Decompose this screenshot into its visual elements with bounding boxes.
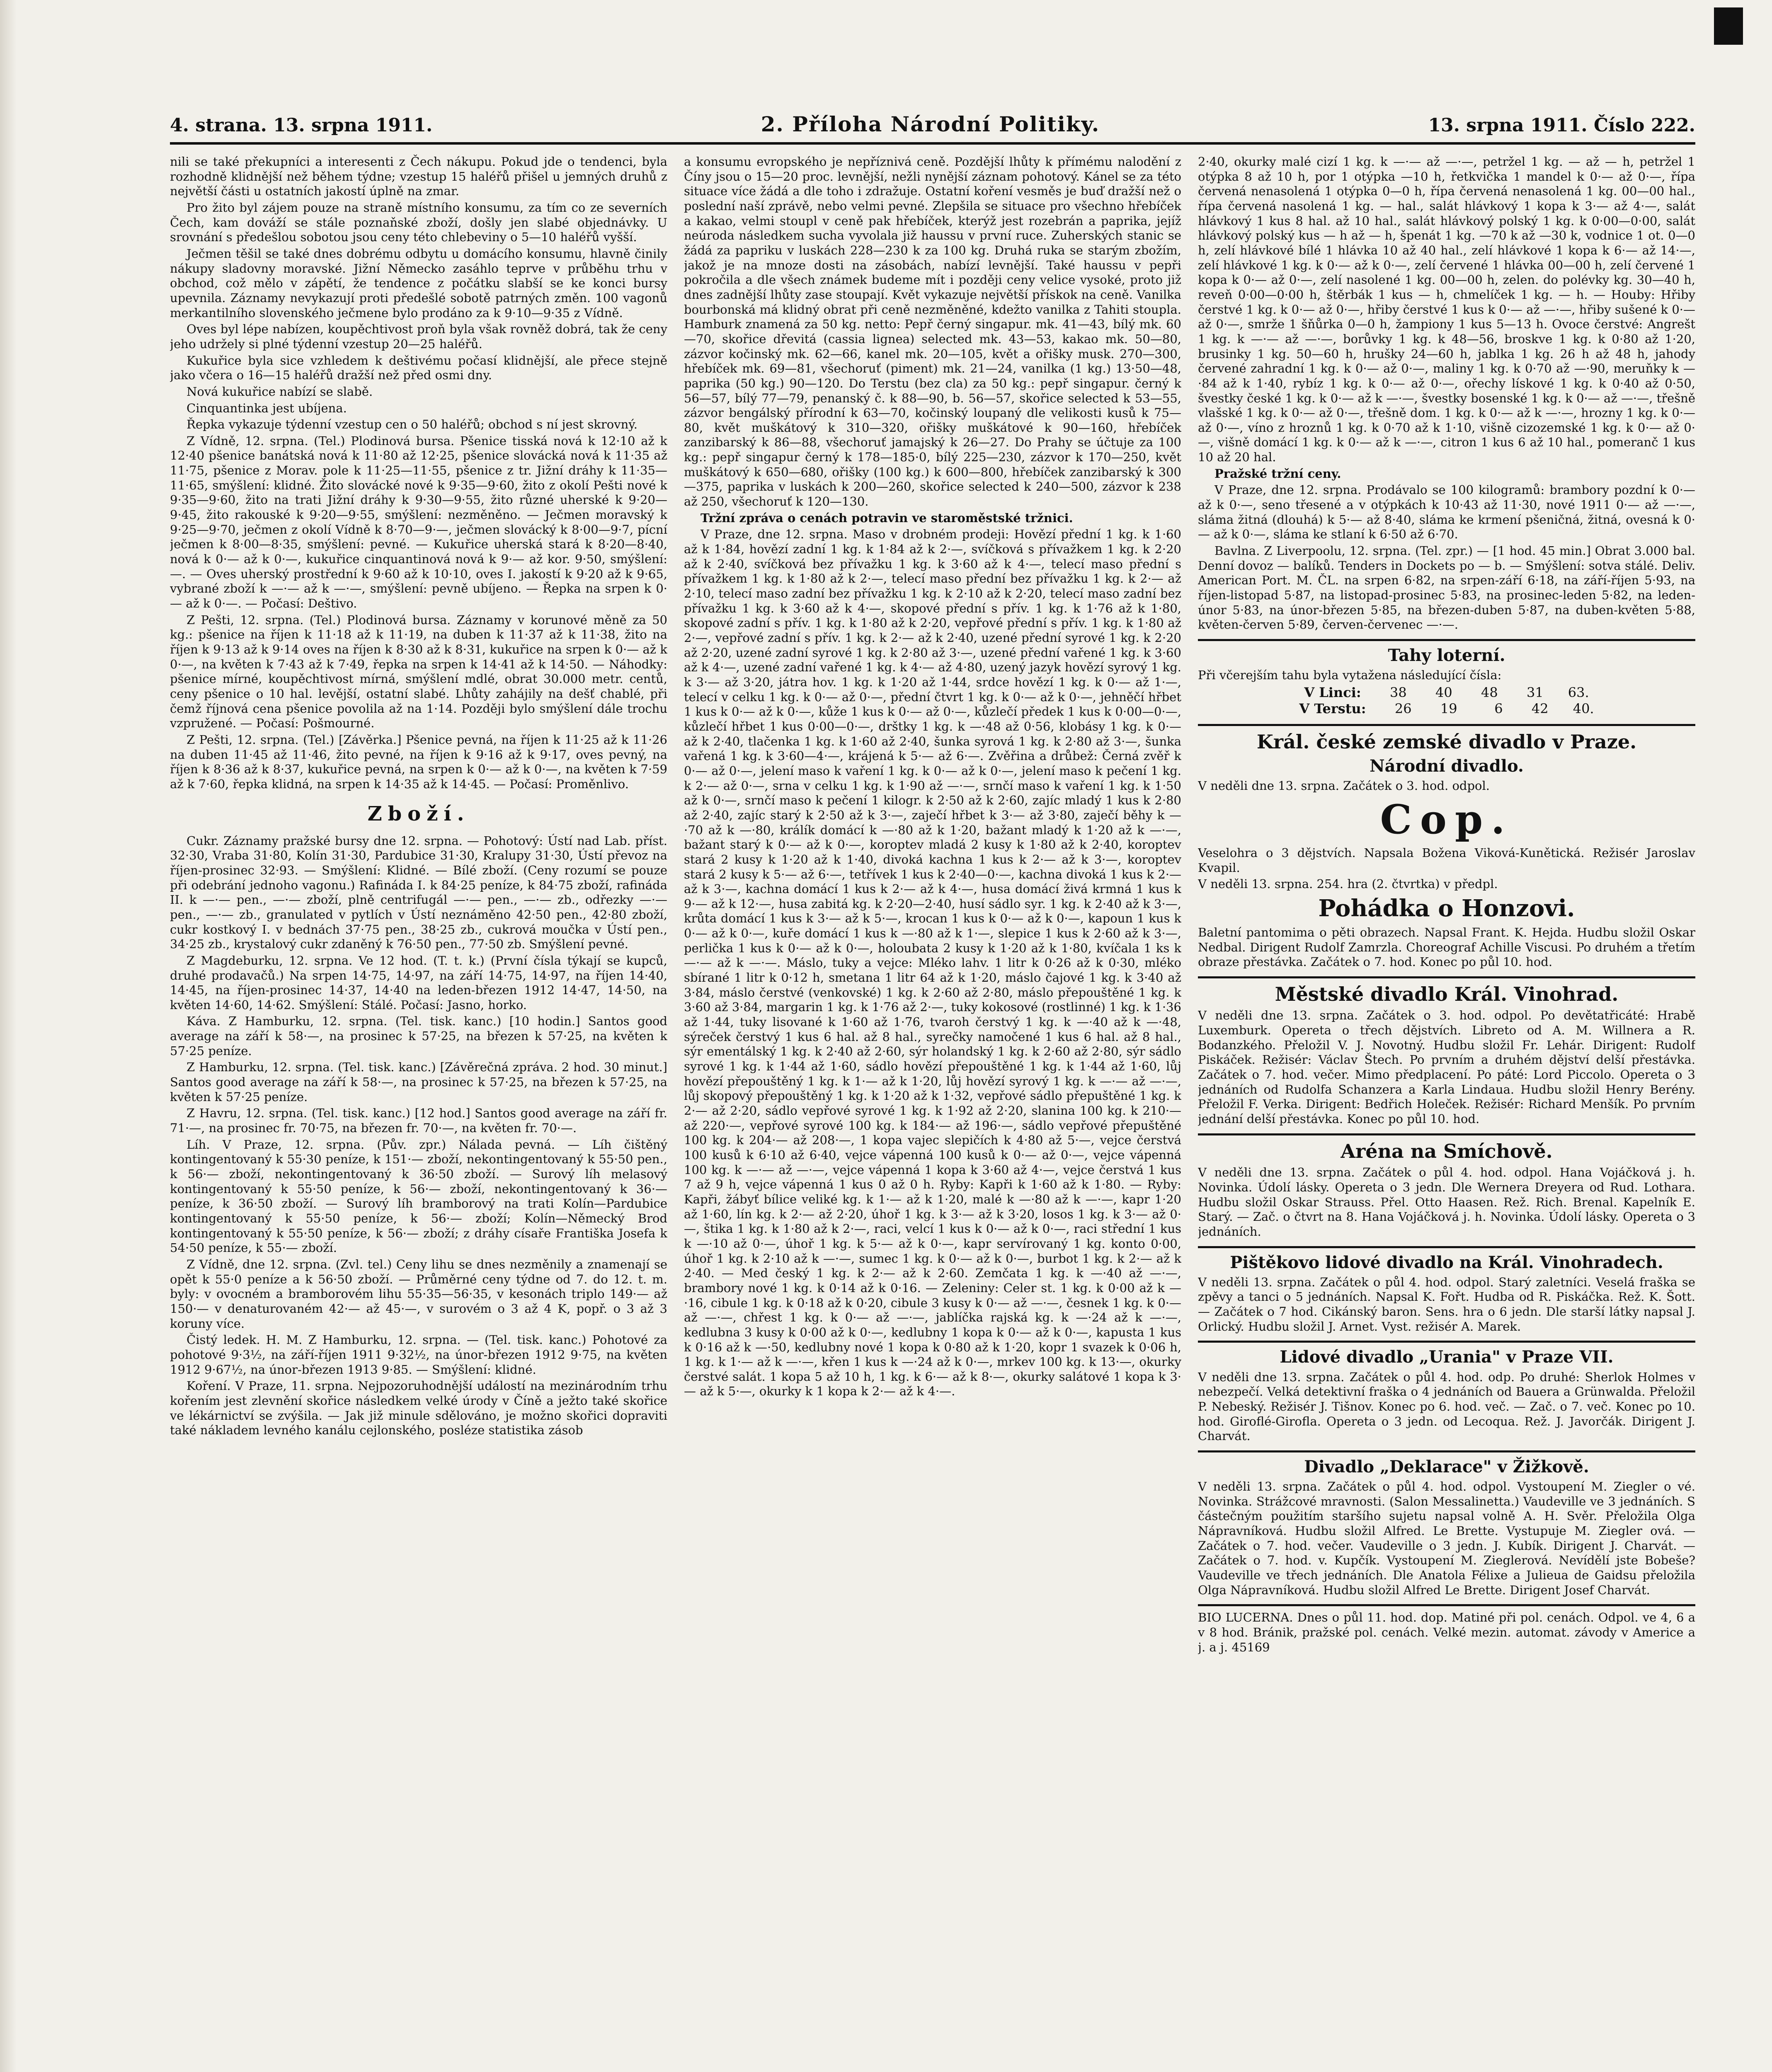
header-right: 13. srpna 1911. Číslo 222. [1428, 115, 1695, 136]
newspaper-page [170, 112, 1695, 2072]
col1-paragraph: Oves byl lépe nabízen, koupěchtivost proň byla však rovněž dobrá, tak že ceny jeho udržely si plné týdenní vzestup 20—25 haléřů. [170, 322, 667, 351]
theatre-program: V neděli 13. srpna. Začátek o půl 4. hod. odpol. Starý zaletníci. Veselá fraška se zpěvy a tanci o 5 jednáních. Napsal K. Fořt. Hudba od R. Piskáčka. Rež. K. Šott. — Začátek o 7 hod. Cikánský baron. Sens. hra o 6 jedn. Dle starší látky napsal J. Orlický. Hudbu složil J. Arnet. Vyst. režisér A. Marek. [1198, 1275, 1695, 1334]
column-2 [684, 155, 1181, 1656]
col1-paragraph: Líh. V Praze, 12. srpna. (Pův. zpr.) Nálada pevná. — Líh čištěný kontingentovaný k 55·30 peníze, k 151·— zboží, nekontingentovaný k 55·50 pen., k 56·— zboží, nekontingentovaný k 36·50 zboží. — Surový líh melasový kontingentovaný k 55·50 peníze, k 56·— zboží, nekontingentovaný k 36·— peníze, k 36·50 zboží. — Surový líh bramborový na trati Kolín—Pardubice kontingentovaný k 55·50 peníze, k 56·— zboží; Kolín—Německý Brod kontingentovaný k 55·50 peníze, k 56·— zboží; z dráhy císaře Františka Josefa k 54·50 peníze, k 55·— zboží. [170, 1137, 667, 1255]
theatre-title: Divadlo „Deklarace" v Žižkově. [1304, 1457, 1589, 1477]
theatre-smichov [1198, 1133, 1695, 1239]
play-description: Baletní pantomima o pěti obrazech. Napsal Frant. K. Hejda. Hudbu složil Oskar Nedbal. Dirigent Rudolf Zamrzla. Choreograf Achille Viscusi. Po druhém a třetím obraze přestávka. Začátek o 7. hod. Konec po půl 10. hod. [1198, 925, 1695, 969]
theatre-time: V neděli dne 13. srpna. Začátek o 3. hod. odpol. [1198, 779, 1490, 793]
theatre-subtitle: Národní divadlo. [1370, 756, 1524, 776]
theatre-program: V neděli dne 13. srpna. Začátek o půl 4. hod. odp. Po druhé: Sherlok Holmes v nebezpečí. Velká detektivní fraška o 4 jednáních od Bauera a Grünwalda. Přeložil P. Nebeský. Režisér J. Tišnov. Konec po 6. hod. več. — Zač. o 7. več. Konec po 10. hod. Giroflé-Girofla. Opereta o 3 jedn. od Lecoqua. Rež. J. Javorčák. Dirigent J. Charvát. [1198, 1370, 1695, 1443]
col3-paragraph: 2·40, okurky malé cizí 1 kg. k —·— až —·—, petržel 1 kg. — až — h, petržel 1 otýpka 8 až 10 h, por 1 otýpka —10 h, řetkvička 1 mandel k 0·— až 0·—, řípa červená nenasolená 1 otýpka 0—0 h, řípa červená nenasolená 1 kg. 00—00 hal., řípa červená nasolená 1 kg. — hal., salát hlávkový 1 kopa k 3·— až 4·—, salát hlávkový 1 kus 8 hal. až 10 hal., salát hlávkový polský 1 kg. k 0·00—0·00, salát hlávkový polský kus — h až — h, špenát 1 kg. —70 k až —30 k, vodnice 1 ot. 0—0 h, zelí hlávkové bílé 1 hlávka 10 až 40 hal., zelí hlávkové 1 kopa k 6·— až 14·—, zelí hlávkové 1 kg. k 0·— až k 0·—, zelí červené 1 hlávka 00—00 h, zelí červené 1 kopa k 0·— až 0·—, zelí nasolené 1 kg. 00—00 h, zelen. do polévky kg. 30—40 h, reveň 0·00—0·00 h, štěrbák 1 kus — h, chmelíček 1 kg. — h. — Houby: Hřiby čerstvé 1 kg. k 0·— až 0·—, hřiby čerstvé 1 kus k 0·— až —·—, hřiby sušené k 0·— až 0·—, smrže 1 šňůrka 0—0 h, žampiony 1 kus 5—13 h. Ovoce čerstvé: Angrešt 1 kg. k —·— až —·—, borůvky 1 kg. k 48—56, broskve 1 kg. k 0·80 až 1·20, brusinky 1 kg. 50—60 h, hrušky 24—60 h, jablka 1 kg. 26 h až 48 h, jahody červené zahradní 1 kg. k 0·— až 0·—, maliny 1 kg. k 0·70 až —·90, meruňky k —·84 až k 1·40, rybíz 1 kg. k 0·— až 0·—, ořechy lískové 1 kg. k 0·40 až 0·50, švestky české 1 kg. k 0·— až k —·—, švestky bosenské 1 kg. k 0·— až —·—, třešně vlašské 1 kg. k 0·— až 0·—, třešně dom. 1 kg. k 0·— až k —·—, hrozny 1 kg. k 0·— až 0·—, víno z hroznů 1 kg. k 0·70 až k 1·10, višně cizozemské 1 kg. k 0·— až 0·—, višně domácí 1 kg. k 0·— až k —·—, citron 1 kus 6 až 10 hal., pomeranč 1 kus 10 až 20 hal. [1198, 155, 1695, 465]
lottery-intro: Při včerejším tahu byla vytažena následující čísla: [1198, 668, 1502, 683]
col1-paragraph: Koření. V Praze, 11. srpna. Nejpozoruhodnější událostí na mezinárodním trhu kořením jest zlevnění skořice následkem velké úrody v Číně a ježto také skořice ve lékárnictví se zvýšila. — Jak již minule sdělováno, je možno skořici dopraviti také nákladem levného kanálu cejlonského, posléze statistika zásob [170, 1379, 667, 1438]
col1-paragraph: Z Pešti, 12. srpna. (Tel.) [Závěrka.] Pšenice pevná, na říjen k 11·25 až k 11·26 na duben 11·45 až 11·46, žito pevné, na říjen k 9·16 až k 9·17, oves pevný, na říjen k 8·36 až k 8·37, kukuřice pevná, na srpen k 0·— až k 0·—, na květen k 7·59 až k 7·60, řepka klidná, na srpen k 14·35 až k 14·45. — Počasí: Proměnlivo. [170, 732, 667, 791]
theatre-national [1198, 724, 1695, 970]
col1-paragraph: Z Pešti, 12. srpna. (Tel.) Plodinová bursa. Záznamy v korunové měně za 50 kg.: pšenice na říjen k 11·18 až k 11·19, na duben k 11·37 až k 11·38, žito na říjen k 9·13 až k 9·14 oves na říjen k 8·30 až k 8·31, kukuřice na srpen k 0·— až k 0·—, na květen k 7·43 až k 7·49, řepka na srpen k 14·41 až k 14·50. — Náhodky: pšenice mírné, koupěchtivost mírná, smýšlení mdlé, obrat 30.000 metr. centů, ceny pšenice o 10 hal. levější, ostatní slabé. Lhůty zahájily na dešť chablé, při čemž říjnová cena pšenice povolila až na 1·14. Později bylo smýšlení dále trochu vzpružené. — Počasí: Pošmourné. [170, 612, 667, 731]
columns [170, 155, 1695, 1656]
lottery-title: Tahy loterní. [1388, 646, 1505, 665]
theatre-program: V neděli 13. srpna. Začátek o půl 4. hod. odpol. Vystoupení M. Ziegler o vé. Novinka. Strážcové mravnosti. (Salon Messalinetta.) Vaudeville ve 3 jednáních. S částečným použitím staršího sujetu napsal volně A. H. Svěr. Přeložila Olga Nápravníková. Hudbu složil Alfred. Le Brette. Vystupuje M. Ziegler ová. — Začátek o 7. hod. večer. Vaudeville o 3 jedn. J. Kubík. Dirigent J. Charvát. — Začátek o 7. hod. v. Kupčík. Vystoupení M. Zieglerová. Nevídělí jste Bobeše? Vaudeville ve třech jednáních. Dle Anatola Félixe a Julieua de Gaidsu přeložila Olga Nápravníková. Hudbu složil Alfred Le Brette. Dirigent Josef Charvát. [1198, 1479, 1695, 1597]
theatre-pistek [1198, 1246, 1695, 1334]
lottery-number: 19 [1440, 701, 1457, 717]
theatre-time: V neděli 13. srpna. 254. hra (2. čtvrtka) v předpl. [1198, 877, 1498, 891]
header-title: 2. Příloha Národní Politiky. [761, 112, 1100, 136]
col1-paragraph: Cukr. Záznamy pražské bursy dne 12. srpna. — Pohotový: Ústí nad Lab. příst. 32·30, Vraba 31·80, Kolín 31·30, Pardubice 31·30, Kralupy 31·30, Ústí převoz na říjen-prosinec 32·93. — Smýšlení: Klidné. — Bílé zboží. (Ceny rozumí se pouze při odebrání jednoho vagonu.) Rafináda I. k 84·25 peníze, k 84·75 zboží, rafináda II. k —·— pen., —·— zboží, plně centrifugál —·— pen., —·— zb., odřezky —·— pen., —·— zb., granulated v pytlích v Ústí neznáměno 42·50 pen., 42·80 zboží, cukr kostkový I. v bednách 37·75 pen., 38·25 zb., cukrová moučka v Ústí pen., 34·25 zb., krystalový cukr zdaněný k 76·50 pen., 77·50 zb. Smýšlení pevné. [170, 833, 667, 951]
lottery-city: V Terstu: [1299, 701, 1366, 717]
lottery-number: 48 [1481, 684, 1498, 700]
theatre-title: Městské divadlo Král. Vinohrad. [1275, 983, 1619, 1005]
col1-paragraph: Z Havru, 12. srpna. (Tel. tisk. kanc.) [12 hod.] Santos good average na září fr. 71·—, na prosinec fr. 70·75, na březen fr. 70·—, na květen fr. 70·—. [170, 1106, 667, 1135]
header-left: 4. strana. 13. srpna 1911. [170, 115, 433, 136]
lottery-row [1198, 701, 1695, 717]
theatre-title: Aréna na Smíchově. [1341, 1140, 1553, 1162]
col1-paragraph: Kukuřice byla sice vzhledem k deštivému počasí klidnější, ale přece stejně jako včera o 16—15 haléřů dražší než před osmi dny. [170, 353, 667, 382]
col1-paragraph: Z Vídně, dne 12. srpna. (Zvl. tel.) Ceny lihu se dnes nezměnily a znamenají se opět k 55·0 peníze a k 56·50 zboží. — Průměrné ceny týdne od 7. do 12. t. m. byly: v ovocném a bramborovém lihu 55·35—56·35, v kesonách triplo 149·— až 150·— v denaturovaném 42·— až 45·—, v surovém o 3 až 4 K, popř. o 3 až 3 koruny více. [170, 1257, 667, 1331]
play-description: Veselohra o 3 dějstvích. Napsala Božena Viková-Kunětická. Režisér Jaroslav Kvapil. [1198, 846, 1695, 875]
page-edge-shadow [0, 0, 17, 2072]
theatre-vinohrady [1198, 976, 1695, 1127]
col1-paragraph: Káva. Z Hamburku, 12. srpna. (Tel. tisk. kanc.) [10 hodin.] Santos good average na září k 58·—, na prosinec k 57·25, na březen k 57·25, na květen k 57·25 peníze. [170, 1014, 667, 1058]
theatre-urania [1198, 1341, 1695, 1443]
section-title-goods: Zboží. [367, 802, 470, 825]
col3-paragraph: Bavlna. Z Liverpoolu, 12. srpna. (Tel. zpr.) — [1 hod. 45 min.] Obrat 3.000 bal. Denní dovoz — balíků. Tenders in Dockets po — b. — Smýšlení: sotva stálé. Deliv. American Port. M. ČL. na srpen 6·82, na srpen-září 6·18, na září-říjen 5·93, na říjen-listopad 5·87, na listopad-prosinec 5·83, na prosinec-leden 5·82, na leden-únor 5·83, na únor-březen 5·85, na březen-duben 5·87, na duben-květen 5·88, květen-červen 5·89, červen-červenec —·—. [1198, 544, 1695, 632]
lottery-row [1198, 685, 1695, 701]
col1-paragraph: Nová kukuřice nabízí se slabě. [187, 384, 373, 399]
market-report-title: Tržní zpráva o cenách potravin ve staroměstské tržnici. [701, 511, 1073, 525]
col1-paragraph: Ječmen těšil se také dnes dobrému odbytu u domácího konsumu, hlavně činily nákupy sladovny moravské. Jižní Německo zasáhlo teprve v průběhu trhu v obchod, což mělo v zápětí, že tendence z počátku slabší se ke konci bursy upevnila. Záznamy nevykazují proti předešlé sobotě patrných změn. 100 vagonů merkantilního slovenského ječmene bylo prodáno za k 9·10—9·35 z Vídně. [170, 246, 667, 320]
col1-paragraph: nili se také překupníci a interesenti z Čech nákupu. Pokud jde o tendenci, byla rozhodně klidnější než během týdne; vzestup 15 haléřů přišel u jemných druhů z největší části u ostatních jakostí úplně na zmar. [170, 155, 667, 198]
theatre-title: Lidové divadlo „Urania" v Praze VII. [1280, 1347, 1614, 1367]
theatre-program: V neděli dne 13. srpna. Začátek o půl 4. hod. odpol. Hana Vojáčková j. h. Novinka. Údolí lásky. Opereta o 3 jedn. Dle Wernera Dreyera od Rud. Lothara. Hudbu složil Oskar Strauss. Přel. Otto Haasen. Rež. Rich. Brenal. Kapelník E. Starý. — Zač. o čtvrt na 8. Hana Vojáčková j. h. Novinka. Údolí lásky. Opereta o 3 jednáních. [1198, 1165, 1695, 1239]
lottery-number: 26 [1394, 701, 1412, 717]
theatre-deklarace [1198, 1450, 1695, 1598]
lottery-box [1198, 639, 1695, 717]
column-3 [1198, 155, 1695, 1656]
scan-corner-mark [1714, 7, 1743, 45]
play-title: Pohádka o Honzovi. [1318, 895, 1575, 922]
col2-paragraph: a konsumu evropského je nepříznivá ceně. Pozdější lhůty k přímému nalodění z Číny jsou o 15—20 proc. levnější, nežli nynější záznam pohotový. Kánel se za této situace více žádá a dle toho i zdražuje. Ostatní koření vesměs je buď dražší než o poslední naší zprávě, nebo velmi pevné. Zlepšila se situace pro všechno hřebíček a kakao, velmi stoupl v ceně pak hřebíček, kterýž jest rozebrán a paprika, jejíž neúroda následkem sucha vyvolala již haussu v první ruce. Zuherských stanic se žádá za papriku v luskách 228—230 k za 100 kg. Druhá ruka se starým zbožím, jakož je na mnoze dosti na zásobách, nabízí levnější. Také haussu v pepři pokročila a dle všech známek budeme mít i později ceny velice vysoké, proto již dnes zadnější lhůty zase stoupají. Květ vykazuje největší přískok na ceně. Vanilka bourbonská má klidný obrat při ceně nezměněné, kdežto vanilka z Tahiti stoupla. Hamburk znamená za 50 kg. netto: Pepř černý singapur. mk. 41—43, bílý mk. 60—70, skořice dřevitá (cassia lignea) selected mk. 43—53, kakao mk. 50—80, zázvor kočinský mk. 62—66, kanel mk. 20—105, květ a ořišky musk. 270—300, hřebíček mk. 69—81, všechoruť (piment) mk. 21—24, vanilka (1 kg.) 13·50—48, paprika (50 kg.) 90—120. Do Terstu (bez cla) za 50 kg.: pepř singapur. černý k 56—57, bílý 77—79, penanský č. k 88—90, b. 56—57, skořice selected k 53—55, zázvor bengálský přírodní k 63—70, kočinský loupaný dle velikosti kusů k 75—80, květ muškátový k 310—320, ořišky muškátové k 90—160, hřebíček zanzibarský k 86—88, všechoruť jamajský k 26—27. Do Prahy se účtuje za 100 kg.: pepř singapur černý k 178—185·0, bílý 225—230, zázvor k 170—250, květ muškátový k 650—680, ořišky (100 kg.) k 600—800, hřebíček zanzibarský k 300—375, paprika v luskách k 200—260, skořice selected k 240—500, zázvor k 238 až 250, všechoruť k 120—130. [684, 155, 1181, 509]
theatre-program: V neděli dne 13. srpna. Začátek o 3. hod. odpol. Po devětatřicáté: Hrabě Luxemburk. Opereta o třech dějstvích. Libreto od A. M. Willnera a R. Bodanzkého. Přeložil V. J. Novotný. Hudbu složil Fr. Lehár. Dirigent: Rudolf Piskáček. Režisér: Václav Štech. Po prvním a druhém dějství delší přestávka. Začátek o 7. hod. večer. Mimo předplacení. Po páté: Lord Piccolo. Opereta o 3 jednáních od Rudolfa Schanzera a Karla Lindaua. Hudbu složil Henry Berény. Přeložil F. Verka. Dirigent: Bedřich Holeček. Režisér: Richard Menšík. Po prvním jednání delší přestávka. Konec po půl 10. hod. [1198, 1008, 1695, 1126]
col1-paragraph: Řepka vykazuje týdenní vzestup cen o 50 haléřů; obchod s ní jest skrovný. [187, 417, 638, 432]
lottery-number: 42 [1531, 701, 1549, 717]
cinema-ad [1198, 1604, 1695, 1655]
lottery-number: 40. [1573, 701, 1594, 717]
col1-paragraph: Cinquantinka jest ubíjena. [187, 401, 347, 415]
col3-paragraph: V Praze, dne 12. srpna. Prodávalo se 100 kilogramů: brambory pozdní k 0·— až k 0·—, seno třesené a v otýpkách k 10·43 až 11·30, nové 1911 0·— až —·—, sláma žitná (dlouhá) k 5·— až 8·40, sláma ke krmení pšeničná, žitná, ovesná k 0·— až k 0·—, sláma ke stlaní k 6·50 až 6·70. [1198, 483, 1695, 542]
theatre-title: Pištěkovo lidové divadlo na Král. Vinohradech. [1230, 1252, 1663, 1272]
lottery-city: V Linci: [1304, 684, 1361, 700]
column-1 [170, 155, 667, 1656]
col1-paragraph: Z Vídně, 12. srpna. (Tel.) Plodinová bursa. Pšenice tisská nová k 12·10 až k 12·40 pšenice banátská nová k 11·80 až 12·25, pšenice slovácká nová k 11·35 až 11·75, pšenice z Morav. pole k 11·25—11·55, pšenice z tr. Jižní dráhy k 11·35—11·65, smýšlení: klidné. Žito slovácké nové k 9·35—9·60, žito z okolí Pešti nové k 9·35—9·60, žito na trati Jižní dráhy k 9·30—9·55, žito různé uherské k 9·20—9·45, žito rakouské k 9·20—9·55, smýšlení: nezměněno. — Ječmen moravský k 9·25—9·70, ječmen z okolí Vídně k 8·70—9·—, ječmen slovácký k 8·00—9·7, pícní ječmen k 8·00—8·35, smýšlení: pevné. — Kukuřice uherská stará k 8·20—8·40, nová k 0·— až k 0·—, kukuřice cinquantinová nová k 9·— až kor. 9·50, smýšlení: —. — Oves uherský prostřední k 9·60 až k 10·10, oves I. jakostí k 9·20 až k 9·65, vybrané zboží k —·— až k —·—, smýšlení: pevně ubíjeno. — Řepka na srpen k 0·— až k 0·—. — Počasí: Deštivo. [170, 433, 667, 611]
lottery-number: 31 [1526, 684, 1544, 700]
lottery-number: 6 [1494, 701, 1503, 717]
theatre-title: Král. české zemské divadlo v Praze. [1256, 730, 1637, 753]
lottery-number: 63. [1568, 684, 1589, 700]
col1-paragraph: Pro žito byl zájem pouze na straně místního konsumu, za tím co ze severních Čech, kam dováží se stále poznaňské zboží, došly jen slabé objednávky. U srovnání s předešlou sobotou jsou ceny této chlebeviny o 5—10 haléřů vyšší. [170, 200, 667, 244]
prague-market-title: Pražské tržní ceny. [1214, 466, 1341, 481]
play-title: Cop. [1380, 796, 1513, 843]
cinema-text: BIO LUCERNA. Dnes o půl 11. hod. dop. Matiné při pol. cenách. Odpol. ve 4, 6 a v 8 hod. Bránik, pražské pol. cenách. Velké mezin. automat. závody v Americe a j. a j. 45169 [1198, 1610, 1695, 1654]
col1-paragraph: Z Hamburku, 12. srpna. (Tel. tisk. kanc.) [Závěrečná zpráva. 2 hod. 30 minut.] Santos good average na září k 58·—, na prosinec k 57·25, na březen k 57·25, na květen k 57·25 peníze. [170, 1060, 667, 1104]
lottery-number: 40 [1435, 684, 1452, 700]
page-header [170, 112, 1695, 145]
col2-paragraph: V Praze, dne 12. srpna. Maso v drobném prodeji: Hovězí přední 1 kg. k 1·60 až k 1·84, hovězí zadní 1 kg. k 1·84 až k 2·—, svíčková s přívažkem 1 kg. k 2·20 až k 2·40, svíčková bez přívažku 1 kg. k 3·60 až k 4·—, telecí maso přední s přívažkem 1 kg. k 1·80 až k 2·—, telecí maso přední bez přívažku 1 kg. k 2·— až 2·10, telecí maso zadní bez přívažku 1 kg. k 2·10 až k 2·20, telecí maso zadní bez přívažku 1 kg. k 3·60 až k 4·—, skopové přední s přív. 1 kg. k 1·76 až k 1·80, skopové zadní s přív. 1 kg. k 1·80 až k 2·20, vepřové přední s přív. 1 kg. k 1·80 až 2·—, vepřové zadní s přív. 1 kg. k 2·— až k 2·40, uzené přední syrové 1 kg. k 2·20 až 2·20, uzené zadní syrové 1 kg. k 2·80 až 3·—, uzené přední vařené 1 kg. k 3·60 až k 4·—, uzené zadní vařené 1 kg. k 4·— až 4·80, uzený jazyk hovězí syrový 1 kg. k 3·— až 3·20, játra hov. 1 kg. k 1·20 až 1·44, srdce hovězí 1 kg. k 0·— až 1·—, telecí v celku 1 kg. k 0·— až 0·—, přední čtvrt 1 kg. k 0·— až k 0·—, jehněčí hřbet 1 kus k 0·— až k 0·—, kůže 1 kus k 0·— až 0·—, kůzlečí předek 1 kus k 0·00—0·—, kůzlečí hřbet 1 kus 0·00—0·—, drštky 1 kg. k —·48 až 0·56, klobásy 1 kg. k 0·— až k 2·40, tlačenka 1 kg. k 1·60 až 2·40, šunka syrová 1 kg. k 2·80 až 3·—, šunka vařená 1 kg. k 3·60—4·—, krájená k 5·— až 6·—. Zvěřina a drůbež: Černá zvěř k 0·— až 0·—, jelení maso k vaření 1 kg. k 0·— až k 0·—, jelení maso k pečení 1 kg. k 2·— až 0·—, srna v celku 1 kg. k 1·90 až —·—, srnčí maso k vaření 1 kg. k 1·50 až k 0·—, srnčí maso k pečení 1 kilogr. k 2·50 až k 2·60, zajíc mladý 1 kus k 2·80 až 2·40, zajíc starý k 2·50 až k 3·—, zaječí hřbet k 3·— až 3·80, zaječí běhy k —·70 až k —·80, králík domácí k —·80 až k 1·20, bažant mladý k 1·20 až k —·—, bažant starý k 0·— až k 0·—, koroptev mladá 2 kusy k 1·80 až k 2·40, koroptev stará 2 kusy k 1·20 až k 1·40, divoká kachna 1 kus k 2·— až k 3·—, koroptev stará 2 kusy k 5·— až 6·—, tetřívek 1 kus k 2·40—0·—, kachna divoká 1 kus k 2·— až k 3·—, kachna domácí 1 kus k 2·— až k 4·—, husa domácí živá krmná 1 kus k 9·— až k 12·—, husa zabitá kg. k 2·20—2·40, husí sádlo syr. 1 kg. k 2·40 až k 3·—, krůta domácí 1 kus k 3·— až k 5·—, krocan 1 kus k 0·— až k 0·—, kapoun 1 kus k 0·— až k 0·—, kuře domácí 1 kus k —·80 až k 1·—, slepice 1 kus k 2·60 až k 3·—, perlička 1 kus k 0·— až k 0·—, holoubata 2 kusy k 1·20 až k 1·80, kvíčala 1 ks k —·— až k —·—. Máslo, tuky a vejce: Mléko lahv. 1 litr k 0·26 až k 0·30, mléko sbírané 1 litr k 0·12 h, smetana 1 litr 64 až k 1·20, máslo čajové 1 kg. k 3·40 až 3·84, máslo čerstvé (venkovské) 1 kg. k 2·60 až 2·80, máslo přepouštěné 1 kg. k 3·60 až 3·84, margarin 1 kg. k 1·76 až 2·—, tuky kokosové (rostlinné) 1 kg. k 1·36 až 1·44, tuky lisované k 1·60 až 1·76, tvaroh čerstvý 1 kg. k —·40 až k —·48, sýreček čerstvý 1 kus 6 hal. až 8 hal., syrečky namočené 1 kus 6 hal. až 8 hal., sýr ementálský 1 kg. k 2·40 až 2·60, sýr holandský 1 kg. k 2·60 až 2·80, sýr sádlo syrové 1 kg. k 1·44 až 1·60, sádlo hovězí přepouštěné 1 kg. k 1·44 až 1·60, lůj hovězí přepouštěný 1 kg. k 1·— až k 1·20, lůj hovězí syrový 1 kg. k —·— až —·—, lůj skopový přepouštěný 1 kg. k 1·20 až k 1·32, vepřové sádlo přepuštěné 1 kg. k 2·— až 2·20, sádlo vepřové syrové 1 kg. k 1·92 až 2·20, slanina 100 kg. k 210·— až 220·—, vepřové syrové 100 kg. k 184·— až 196·—, sádlo vepřové přepuštěné 100 kg. k 204·— až 208·—, 1 kopa vajec slepičích k 4·80 až 5·—, vejce čerstvá 100 kusů k 6·10 až 6·40, vejce vápenná 100 kusů k 0·— až 0·—, vejce vápenná 100 kg. k —·— až —·—, vejce vápenná 1 kopa k 3·60 až 4·—, vejce čerstvá 1 kus 7 až 9 h, vejce vápenná 1 kus 0 až 0 h. Ryby: Kapři k 1·60 až k 1·80. — Ryby: Kapři, žábyť bílice veliké kg. k 1·— až k 1·20, malé k —·80 až k —·—, kapr 1·20 až 1·60, lín kg. k 2·— až 2·20, úhoř 1 kg. k 3·— až k 3·20, losos 1 kg. k 3·— až 0·—, štika 1 kg. k 1·80 až k 2·—, raci, velcí 1 kus k 0·— až k 0·—, raci střední 1 kus k —·10 až 0·—, úhoř 1 kg. k 5·— až k 0·—, kapr servírovaný 1 kg. konto 0·00, úhoř 1 kg. k 2·10 až k —·—, sumec 1 kg. k 0·— až k 0·—, burbot 1 kg. k 2·— až k 2·40. — Med český 1 kg. k 2·— až k 2·60. Zemčata 1 kg. k —·40 až —·—, brambory nové 1 kg. k 0·14 až k 0·16. — Zeleniny: Celer st. 1 kg. k 0·00 až k —·16, cibule 1 kg. k 0·18 až k 0·20, cibule 3 kusy k 0·— až —·—, česnek 1 kg. k 0·— až —·—, chřest 1 kg. k 0·— až —·—, jablíčka rajská kg. k —·24 až k —·—, kedlubna 3 kusy k 0·00 až k 0·—, kedlubny 1 kopa k 0·— až k 0·—, kapusta 1 kus k 0·16 až k —·50, kedlubny nové 1 kopa k 0·80 až k 1·20, kopr 1 svazek k 0·06 h, 1 kg. k 1·— až k —·—, křen 1 kus k —·24 až k 0·—, mrkev 100 kg. k 13·—, okurky čerstvé salát. 1 kopa 5 až 10 h, 1 kg. k 6·— až k 8·—, okurky salátové 1 kopa k 3·— až k 5·—, okurky k 1 kopa k 2·— až k 4·—. [684, 527, 1181, 1399]
col1-paragraph: Čistý ledek. H. M. Z Hamburku, 12. srpna. — (Tel. tisk. kanc.) Pohotové za pohotové 9·3½, na září-říjen 1911 9·32½, na únor-březen 1912 9·75, na květen 1912 9·67½, na únor-březen 1913 9·85. — Smýšlení: klidné. [170, 1333, 667, 1377]
lottery-number: 38 [1389, 684, 1407, 700]
col1-paragraph: Z Magdeburku, 12. srpna. Ve 12 hod. (T. t. k.) (První čísla týkají se kupců, druhé prodavačů.) Na srpen 14·75, 14·97, na září 14·75, 14·97, na říjen 14·40, 14·45, na říjen-prosinec 14·37, 14·40 na leden-březen 1912 14·47, 14·50, na květen 14·60, 14·62. Smýšlení: Stálé. Počasí: Jasno, horko. [170, 953, 667, 1012]
